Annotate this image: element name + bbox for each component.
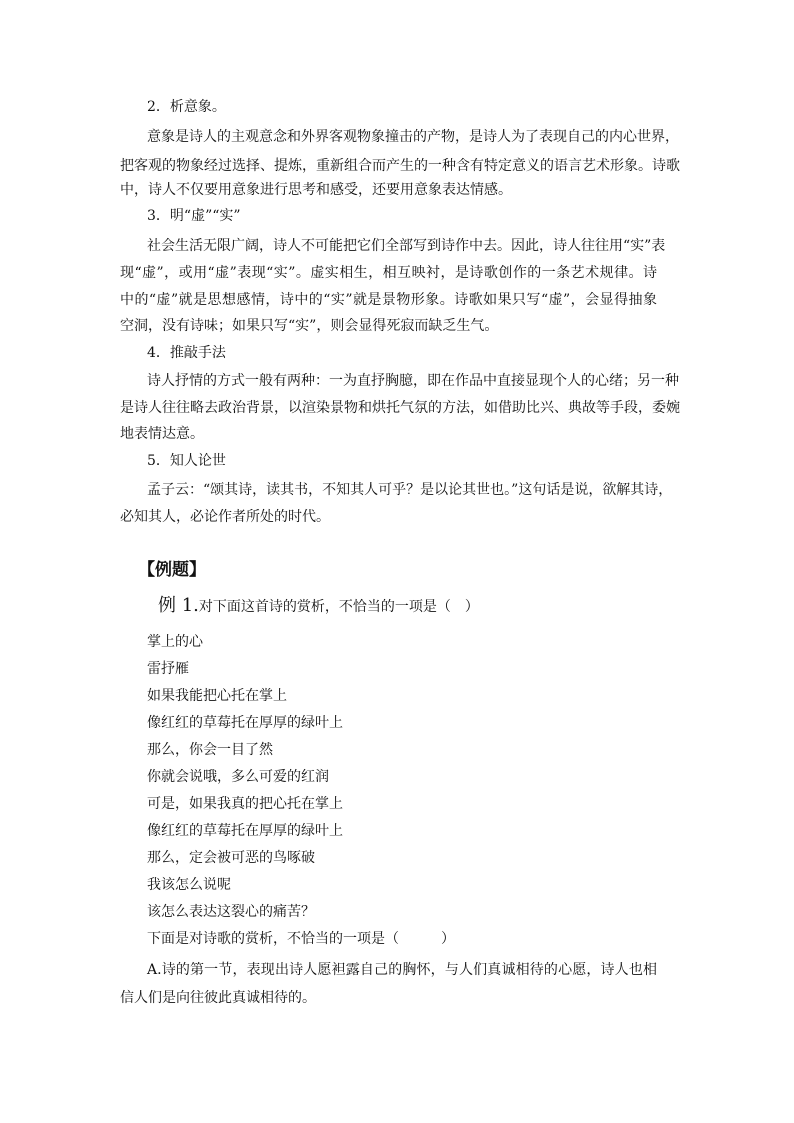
poem-line: 可是，如果我真的把心托在掌上 <box>147 796 343 812</box>
poem-line: 如果我能把心托在掌上 <box>147 688 287 704</box>
option-a-line-1: A.诗的第一节，表现出诗人愿袒露自己的胸怀，与人们真诚相待的心愿，诗人也相 <box>147 962 657 978</box>
section-3-line-1: 社会生活无限广阔，诗人不可能把它们全部写到诗作中去。因此，诗人往往用“实”表 <box>147 238 666 254</box>
section-5-heading: 5．知人论世 <box>147 453 226 469</box>
section-2-line-2: 把客观的物象经过选择、提炼，重新组合而产生的一种含有特定意义的语言艺术形象。诗歌 <box>120 158 680 174</box>
example-label: 例 1. <box>158 595 199 616</box>
poem-line: 我该怎么说呢 <box>147 877 231 893</box>
section-2-line-3: 中，诗人不仅要用意象进行思考和感受，还要用意象表达情感。 <box>120 182 512 198</box>
section-4-heading: 4．推敲手法 <box>147 345 226 361</box>
section-5-line-2: 必知其人，必论作者所处的时代。 <box>120 509 330 525</box>
section-4-line-1: 诗人抒情的方式一般有两种：一为直抒胸臆，即在作品中直接显现个人的心绪；另一种 <box>147 373 679 389</box>
section-4-line-3: 地表情达意。 <box>120 426 204 442</box>
poem-line: 像红红的草莓托在厚厚的绿叶上 <box>147 715 343 731</box>
section-2-line-1: 意象是诗人的主观意念和外界客观物象撞击的产物，是诗人为了表现自己的内心世界， <box>147 129 679 145</box>
example-question-line <box>158 596 479 617</box>
poem-author: 雷抒雁 <box>147 661 189 677</box>
poem-line: 那么，定会被可恶的鸟啄破 <box>147 850 315 866</box>
section-3-heading: 3．明“虚”“实” <box>147 208 241 224</box>
poem-line: 你就会说哦，多么可爱的红润 <box>147 769 329 785</box>
option-a-line-2: 信人们是向往彼此真诚相待的。 <box>120 990 316 1006</box>
poem-line: 该怎么表达这裂心的痛苦？ <box>147 904 315 920</box>
example-section-title: 【例题】 <box>138 560 206 580</box>
poem-line: 像红红的草莓托在厚厚的绿叶上 <box>147 823 343 839</box>
poem-title: 掌上的心 <box>147 634 203 650</box>
example-question: 对下面这首诗的赏析，不恰当的一项是（ ） <box>198 599 479 615</box>
section-3-line-2: 现“虚”，或用“虚”表现“实”。虚实相生，相互映衬，是诗歌创作的一条艺术规律。诗 <box>120 265 657 281</box>
section-2-heading: 2．析意象。 <box>147 99 226 115</box>
section-5-line-1: 孟子云：“颂其诗，读其书，不知其人可乎？是以论其世也。”这句话是说，欲解其诗， <box>147 482 673 498</box>
section-3-line-4: 空洞，没有诗味；如果只写“实”，则会显得死寂而缺乏生气。 <box>120 318 499 334</box>
analysis-prompt: 下面是对诗歌的赏析，不恰当的一项是（ ） <box>147 931 455 947</box>
section-4-line-2: 是诗人往往略去政治背景，以渲染景物和烘托气氛的方法，如借助比兴、典故等手段，委婉 <box>120 400 680 416</box>
poem-line: 那么，你会一目了然 <box>147 742 273 758</box>
section-3-line-3: 中的“虚”就是思想感情，诗中的“实”就是景物形象。诗歌如果只写“虚”，会显得抽象 <box>120 292 657 308</box>
